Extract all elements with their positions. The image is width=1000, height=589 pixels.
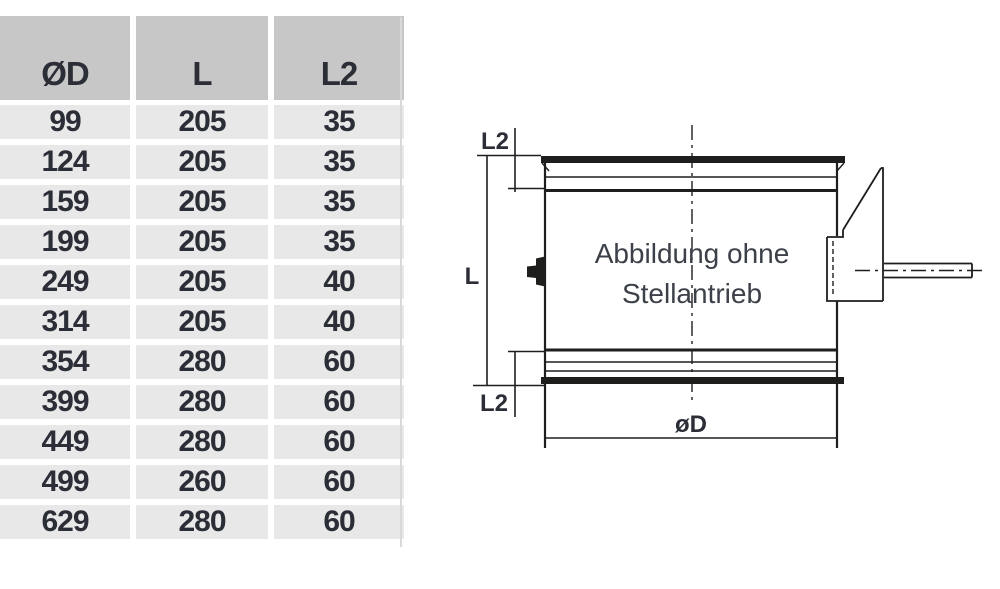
table-cell: 205 [136,185,268,219]
table-cell: 499 [0,465,130,499]
label-l2-top: L2 [480,128,510,155]
note-line-1: Abbildung ohne [594,238,790,269]
table-cell: 629 [0,505,130,539]
table-row [0,225,404,259]
table-cell: 40 [274,265,404,299]
table-row [0,265,404,299]
dimensions-table [0,16,404,545]
table-cell: 449 [0,425,130,459]
table-cell: 124 [0,145,130,179]
table-row [0,425,404,459]
table-header-row [0,16,404,100]
table-cell: 314 [0,305,130,339]
table-cell: 280 [136,385,268,419]
table-cell: 205 [136,265,268,299]
table-row [0,385,404,419]
table-cell: 280 [136,505,268,539]
table-cell: 205 [136,305,268,339]
actuator-bracket [827,168,883,301]
label-l2-bottom: L2 [479,390,509,417]
note-line-2: Stellantrieb [621,278,763,309]
table-cell: 280 [136,345,268,379]
table-cell: 399 [0,385,130,419]
table-cell: 205 [136,145,268,179]
table-cell: 35 [274,105,404,139]
table-row [0,305,404,339]
left-shaft-stub [527,257,545,287]
table-cell: 280 [136,425,268,459]
column-header-length: L [136,16,268,100]
table-cell: 60 [274,505,404,539]
table-cell: 60 [274,345,404,379]
damper-technical-drawing [450,108,990,463]
table-right-border [400,17,402,547]
table-body [0,105,404,539]
table-cell: 60 [274,425,404,459]
column-header-l2: L2 [274,16,404,100]
table-cell: 35 [274,225,404,259]
top-seal-band [541,156,845,163]
label-diameter: øD [675,411,707,438]
table-row [0,185,404,219]
drawing-canvas [450,108,990,463]
table-row [0,105,404,139]
table-cell: 60 [274,465,404,499]
label-l: L [464,263,480,290]
table-cell: 60 [274,385,404,419]
table-cell: 159 [0,185,130,219]
table-cell: 249 [0,265,130,299]
table-row [0,145,404,179]
table-row [0,465,404,499]
table-cell: 260 [136,465,268,499]
table-cell: 205 [136,105,268,139]
table-cell: 99 [0,105,130,139]
table-cell: 35 [274,185,404,219]
table-cell: 354 [0,345,130,379]
table-cell: 205 [136,225,268,259]
column-header-diameter: ØD [0,16,130,100]
table-cell: 199 [0,225,130,259]
table-cell: 40 [274,305,404,339]
table-cell: 35 [274,145,404,179]
table-row [0,505,404,539]
table-row [0,345,404,379]
